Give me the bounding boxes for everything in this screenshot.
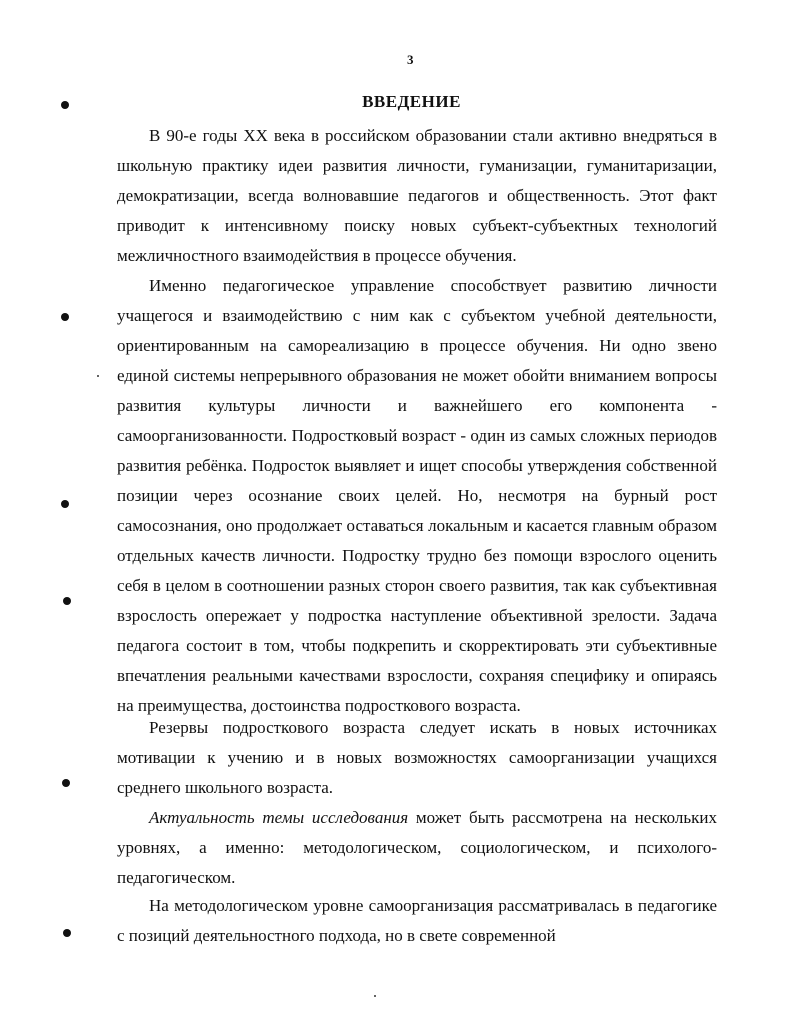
scan-speck — [374, 995, 376, 997]
scan-mark-dot — [61, 500, 69, 508]
paragraph-5 — [117, 891, 717, 951]
paragraph-3-text: Резервы подросткового возраста следует искать в новых источниках мотивации к учению и в новых возможностях самоорганизации учащихся среднего школьного возраста. — [117, 718, 717, 797]
paragraph-1 — [117, 121, 717, 271]
paragraph-4-italic: Актуальность темы исследования — [149, 808, 409, 827]
scan-speck — [97, 375, 99, 377]
page-title: ВВЕДЕНИЕ — [362, 92, 461, 111]
paragraph-1-text: В 90-е годы XX века в российском образовании стали активно внедряться в школьную практику идеи развития личности, гуманизации, гуманитаризации, демократизации, всегда волновавшие педагогов и общественность. Этот факт приводит к интенсивному поиску новых субъект-субъектных технологий межличностного взаимодействия в процессе обучения. — [117, 126, 717, 265]
scan-mark-dot — [63, 929, 71, 937]
scan-mark-dot — [63, 597, 71, 605]
paragraph-4-body — [117, 803, 717, 893]
paragraph-5-text: На методологическом уровне самоорганизация рассматривалась в педагогике с позиций деятельностного подхода, но в свете современной — [117, 896, 717, 945]
scan-mark-dot — [61, 313, 69, 321]
scan-mark-dot — [62, 779, 70, 787]
paragraph-2-text: Именно педагогическое управление способствует развитию личности учащегося и взаимодействию с ним как с субъектом учебной деятельности, ориентированным на самореализацию в процессе обучения. Ни одно звено единой системы непрерывного образования не может обойти вниманием вопросы развития культуры личности и важнейшего его компонента - самоорганизованности. Подростковый возраст - один из самых сложных периодов развития ребёнка. Подросток выявляет и ищет способы утверждения собственной позиции через осознание своих целей. Но, несмотря на бурный рост самосознания, оно продолжает оставаться локальным и касается главным образом отдельных качеств личности. Подростку трудно без помощи взрослого оценить себя в целом в соотношении разных сторон своего развития, так как субъективная взрослость опережает у подростка наступление объективной зрелости. Задача педагога состоит в том, чтобы подкрепить и скорректировать эти субъективные впечатления реальными качествами взрослости, сохраняя специфику и опираясь на преимущества, достоинства подросткового возраста. — [117, 276, 717, 715]
scan-mark-dot — [61, 101, 69, 109]
paragraph-4-text: может быть рассмотрена на нескольких уровнях, а именно: методологическом, социологическом, и психолого-педагогическом. — [117, 808, 717, 887]
paragraph-3 — [117, 713, 717, 803]
paragraph-4 — [117, 803, 717, 893]
page-number: 3 — [407, 52, 414, 67]
paragraph-2 — [117, 271, 717, 721]
